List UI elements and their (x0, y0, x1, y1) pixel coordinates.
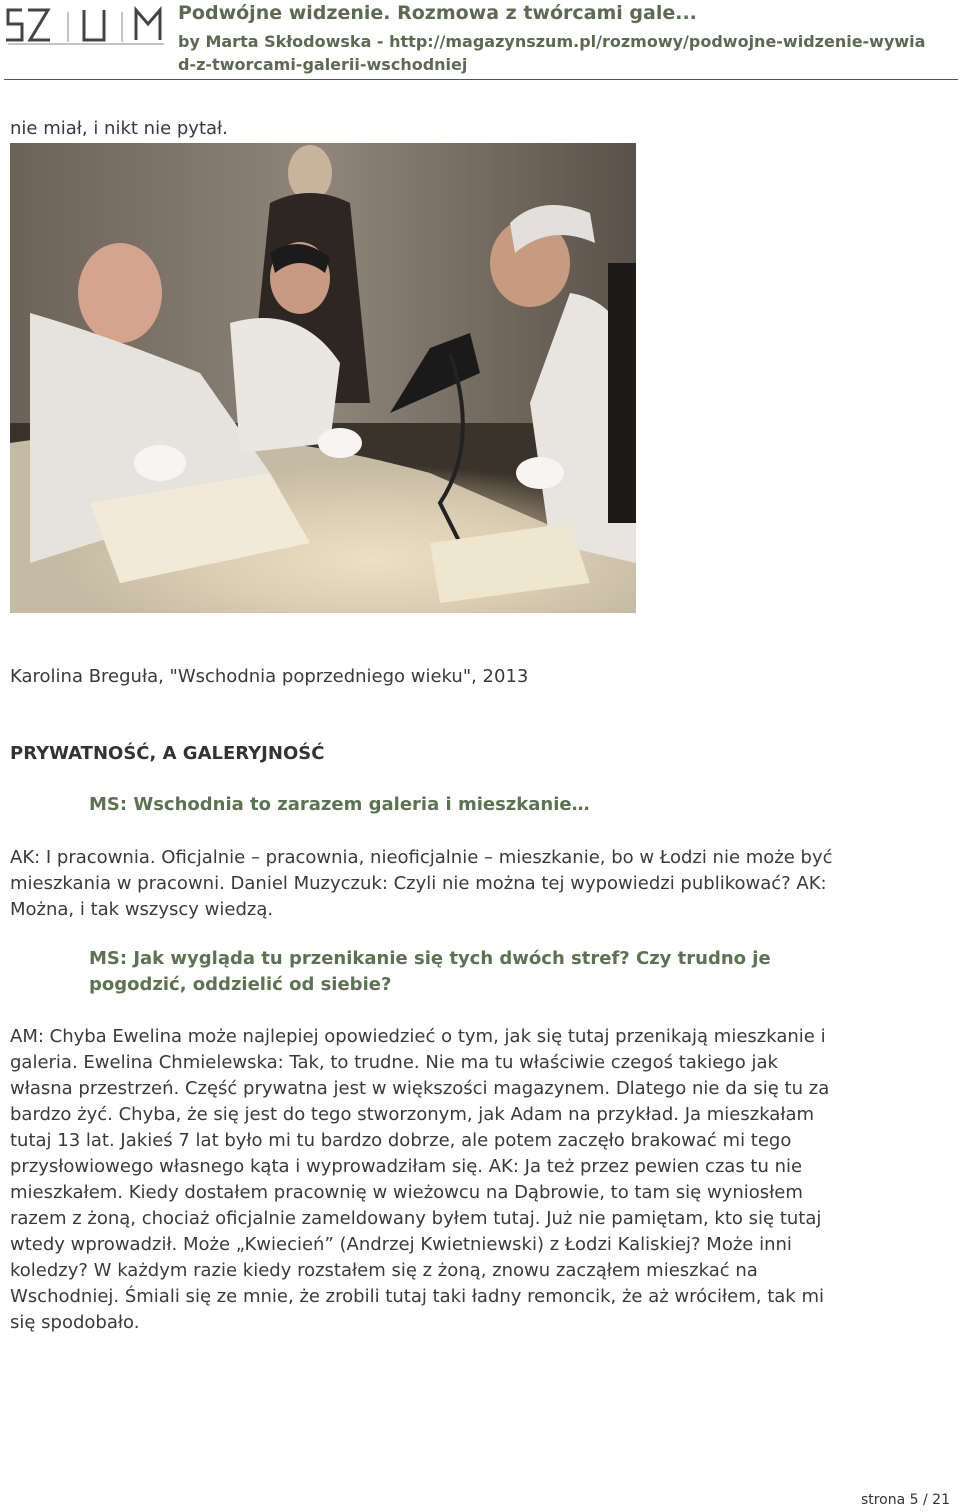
answer-2 (10, 1024, 955, 1336)
szum-logo (4, 4, 166, 46)
answer-2-line: wtedy wprowadził. Może „Kwiecień” (Andrzej Kwietniewski) z Łodzi Kaliskiej? Może inni (10, 1234, 792, 1255)
answer-2-line: Wschodniej. Śmiali się ze mnie, że zrobili tutaj taki ładny remoncik, że aż wróciłem, tak mi (10, 1286, 824, 1307)
answer-1-line: Można, i tak wszyscy wiedzą. (10, 899, 274, 920)
answer-2-line: tutaj 13 lat. Jakieś 7 lat było mi tu bardzo dobrze, ale potem zaczęło brakować mi tego (10, 1130, 792, 1151)
answer-2-line: bardzo żyć. Chyba, że się jest do tego stworzonym, jak Adam na przykład. Ja mieszkałam (10, 1104, 815, 1125)
header-divider (4, 79, 958, 80)
answer-2-line: AM: Chyba Ewelina może najlepiej opowiedzieć o tym, jak się tutaj przenikają mieszkanie i (10, 1026, 826, 1047)
answer-2-line: własna przestrzeń. Część prywatna jest w większości magazynem. Dlatego nie da się tu za (10, 1078, 830, 1099)
answer-2-line: przysłowiowego własnego kąta i wyprowadziłam się. AK: Ja też przez pewien czas tu nie (10, 1156, 803, 1177)
answer-1-line: AK: I pracownia. Oficjalnie – pracownia, nieoficjalnie – mieszkanie, bo w Łodzi nie może być (10, 847, 833, 868)
question-2-line: MS: Jak wygląda tu przenikanie się tych dwóch stref? Czy trudno je (89, 948, 771, 969)
byline-line-2: d-z-tworcami-galerii-wschodniej (178, 55, 468, 74)
page-number: strona 5 / 21 (860, 1492, 950, 1508)
answer-2-line: mieszkałem. Kiedy dostałem pracownię w wieżowcu na Dąbrowie, to tam się wyniosłem (10, 1182, 803, 1203)
question-2-line: pogodzić, oddzielić od siebie? (89, 974, 392, 995)
page-header (0, 0, 960, 78)
answer-1 (10, 845, 955, 923)
question-2 (89, 946, 771, 998)
photo-caption: Karolina Breguła, "Wschodnia poprzedniego wieku", 2013 (10, 666, 529, 687)
intro-text: nie miał, i nikt nie pytał. (10, 118, 228, 139)
article-photo (10, 143, 636, 613)
byline-line-1: by Marta Skłodowska - http://magazynszum.pl/rozmowy/podwojne-widzenie-wywia (178, 32, 926, 51)
answer-2-line: koledzy? W każdym razie kiedy rozstałem się z żoną, znowu zacząłem mieszkać na (10, 1260, 758, 1281)
document-title: Podwójne widzenie. Rozmowa z twórcami gale... (178, 2, 697, 24)
answer-2-line: razem z żoną, chociaż oficjalnie zameldowany byłem tutaj. Już nie pamiętam, kto się tutaj (10, 1208, 822, 1229)
answer-2-line: się spodobało. (10, 1312, 140, 1333)
byline (178, 30, 958, 76)
section-heading: PRYWATNOŚĆ, A GALERYJNOŚĆ (10, 743, 325, 764)
answer-1-line: mieszkania w pracowni. Daniel Muzyczuk: Czyli nie można tej wypowiedzi publikować? AK: (10, 873, 827, 894)
question-1: MS: Wschodnia to zarazem galeria i mieszkanie… (89, 794, 590, 815)
answer-2-line: galeria. Ewelina Chmielewska: Tak, to trudne. Nie ma tu właściwie czegoś takiego jak (10, 1052, 778, 1073)
